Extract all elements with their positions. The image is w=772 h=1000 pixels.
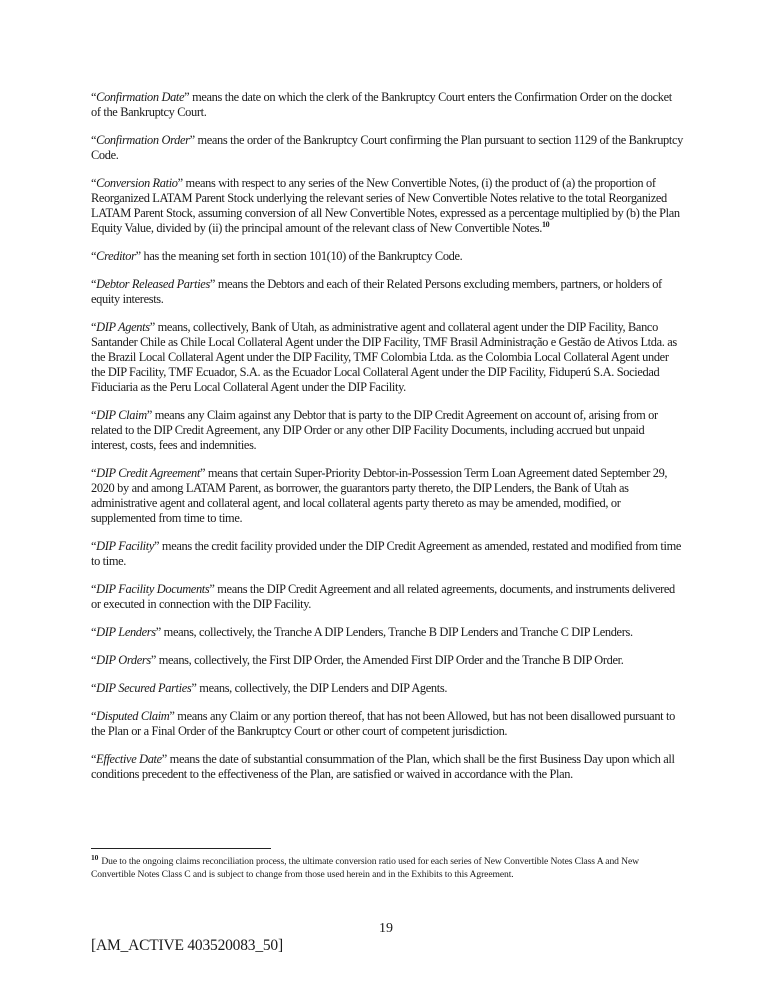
- definition-debtor-released-parties: “Debtor Released Parties” means the Debtors and each of their Related Persons excluding members, partners, or holders of equity interests.: [91, 277, 662, 306]
- footnote: [91, 852, 681, 881]
- defined-term: Creditor: [96, 249, 136, 263]
- definition-dip-agents: “DIP Agents” means, collectively, Bank of Utah, as administrative agent and collateral agent under the DIP Facility, Banco Santander Chile as Chile Local Collateral Agent under the DIP Facility, TMF Brasil Administração e Gestão de Ativos Ltda. as the Brazil Local Collateral Agent under the DIP Facility, TMF Colombia Ltda. as the Colombia Local Collateral Agent under the DIP Facility, TMF Ecuador, S.A. as the Ecuador Local Collateral Agent under the DIP Facility, Fiduperú S.A. Sociedad Fiduciaria as the Peru Local Collateral Agent under the DIP Facility.: [91, 320, 677, 394]
- definition-text: means, collectively, the First DIP Order, the Amended First DIP Order and the Tranche B DIP Order.: [155, 653, 624, 667]
- definition-text: means the date of substantial consummation of the Plan, which shall be the first Business Day upon which all conditions precedent to the effectiveness of the Plan, are satisfied or waived in accordance with the Plan.: [91, 752, 675, 781]
- document-body: [91, 90, 683, 795]
- defined-term: DIP Lenders: [96, 625, 156, 639]
- definition-text: has the meaning set forth in section 101(10) of the Bankruptcy Code.: [140, 249, 463, 263]
- definition-text: means the Debtors and each of their Related Persons excluding members, partners, or holders of equity interests.: [91, 277, 662, 306]
- definition-text: means with respect to any series of the New Convertible Notes, (i) the product of (a) the proportion of Reorganized LATAM Parent Stock underlying the relevant series of New Convertible Notes relative to the total Reorganized LATAM Parent Stock, assuming conversion of all New Convertible Notes, expressed as a percentage multiplied by (b) the Plan Equity Value, divided by (ii) the principal amount of the relevant class of New Convertible Notes.: [91, 176, 680, 235]
- defined-term: DIP Agents: [96, 320, 150, 334]
- definition-dip-secured-parties: “DIP Secured Parties” means, collectively, the DIP Lenders and DIP Agents.: [91, 681, 448, 695]
- definition-confirmation-date: “Confirmation Date” means the date on which the clerk of the Bankruptcy Court enters the Confirmation Order on the docket of the Bankruptcy Court.: [91, 90, 672, 119]
- defined-term: Confirmation Date: [96, 90, 185, 104]
- definition-dip-facility-documents: “DIP Facility Documents” means the DIP Credit Agreement and all related agreements, documents, and instruments delivered or executed in connection with the DIP Facility.: [91, 582, 675, 611]
- defined-term: DIP Claim: [96, 408, 147, 422]
- definition-effective-date: “Effective Date” means the date of substantial consummation of the Plan, which shall be the first Business Day upon which all conditions precedent to the effectiveness of the Plan, are satisfied or waived in accordance with the Plan.: [91, 752, 675, 781]
- defined-term: DIP Facility: [96, 539, 155, 553]
- definition-dip-facility: “DIP Facility” means the credit facility provided under the DIP Credit Agreement as amended, restated and modified from time to time.: [91, 539, 682, 568]
- definition-text: means that certain Super-Priority Debtor-in-Possession Term Loan Agreement dated September 29, 2020 by and among LATAM Parent, as borrower, the guarantors party thereto, the DIP Lenders, the Bank of Utah as administrative agent and collateral agent, and local collateral agents party thereto as may be amended, modified, or supplemented from time to time.: [91, 466, 668, 525]
- definition-creditor: “Creditor” has the meaning set forth in section 101(10) of the Bankruptcy Code.: [91, 249, 463, 263]
- defined-term: Confirmation Order: [96, 133, 190, 147]
- defined-term: Disputed Claim: [96, 709, 170, 723]
- definition-text: means any Claim or any portion thereof, that has not been Allowed, but has not been disallowed pursuant to the Plan or a Final Order of the Bankruptcy Court or other court of competent jurisdiction.: [91, 709, 675, 738]
- definition-text: means, collectively, the DIP Lenders and DIP Agents.: [196, 681, 448, 695]
- defined-term: DIP Credit Agreement: [96, 466, 200, 480]
- defined-term: DIP Secured Parties: [96, 681, 192, 695]
- page-number: 19: [379, 921, 393, 936]
- definition-text: means the date on which the clerk of the Bankruptcy Court enters the Confirmation Order on the docket of the Bankruptcy Court.: [91, 90, 672, 119]
- defined-term: Effective Date: [96, 752, 162, 766]
- defined-term: Debtor Released Parties: [96, 277, 210, 291]
- definition-text: means the credit facility provided under the DIP Credit Agreement as amended, restated and modified from time to time.: [91, 539, 682, 568]
- defined-term: Conversion Ratio: [96, 176, 178, 190]
- definition-text: means the DIP Credit Agreement and all related agreements, documents, and instruments delivered or executed in connection with the DIP Facility.: [91, 582, 675, 611]
- defined-term: DIP Orders: [96, 653, 151, 667]
- definition-text: means, collectively, the Tranche A DIP Lenders, Tranche B DIP Lenders and Tranche C DIP Lenders.: [160, 625, 633, 639]
- footnote-reference[interactable]: 10: [542, 219, 550, 229]
- document-id: [AM_ACTIVE 403520083_50]: [91, 937, 283, 954]
- definition-text: means, collectively, Bank of Utah, as administrative agent and collateral agent under the DIP Facility, Banco Santander Chile as Chile Local Collateral Agent under the DIP Facility, TMF Brasil Administração e Gestão de Ativos Ltda. as the Brazil Local Collateral Agent under the DIP Facility, TMF Colombia Ltda. as the Colombia Local Collateral Agent under the DIP Facility, TMF Ecuador, S.A. as the Ecuador Local Collateral Agent under the DIP Facility, Fiduperú S.A. Sociedad Fiduciaria as the Peru Local Collateral Agent under the DIP Facility.: [91, 320, 677, 394]
- footnote-number: 10: [91, 852, 99, 862]
- definition-conversion-ratio: “Conversion Ratio” means with respect to any series of the New Convertible Notes, (i) the product of (a) the proportion of Reorganized LATAM Parent Stock underlying the relevant series of New Convertible Notes relative to the total Reorganized LATAM Parent Stock, assuming conversion of all New Convertible Notes, expressed as a percentage multiplied by (b) the Plan Equity Value, divided by (ii) the principal amount of the relevant class of New Convertible Notes.$^{10}$: [91, 176, 680, 235]
- definition-dip-orders: “DIP Orders” means, collectively, the First DIP Order, the Amended First DIP Order and the Tranche B DIP Order.: [91, 653, 624, 667]
- definition-dip-claim: “DIP Claim” means any Claim against any Debtor that is party to the DIP Credit Agreement on account of, arising from or related to the DIP Credit Agreement, any DIP Order or any other DIP Facility Documents, including accrued but unpaid interest, costs, fees and indemnities.: [91, 408, 658, 452]
- definition-dip-credit-agreement: “DIP Credit Agreement” means that certain Super-Priority Debtor-in-Possession Term Loan Agreement dated September 29, 2020 by and among LATAM Parent, as borrower, the guarantors party thereto, the DIP Lenders, the Bank of Utah as administrative agent and collateral agent, and local collateral agents party thereto as may be amended, modified, or supplemented from time to time.: [91, 466, 668, 525]
- definition-text: means the order of the Bankruptcy Court confirming the Plan pursuant to section 1129 of the Bankruptcy Code.: [91, 133, 683, 162]
- definition-disputed-claim: “Disputed Claim” means any Claim or any portion thereof, that has not been Allowed, but has not been disallowed pursuant to the Plan or a Final Order of the Bankruptcy Court or other court of competent jurisdiction.: [91, 709, 675, 738]
- defined-term: DIP Facility Documents: [96, 582, 210, 596]
- definition-confirmation-order: “Confirmation Order” means the order of the Bankruptcy Court confirming the Plan pursuant to section 1129 of the Bankruptcy Code.: [91, 133, 683, 162]
- definition-text: means any Claim against any Debtor that is party to the DIP Credit Agreement on account of, arising from or related to the DIP Credit Agreement, any DIP Order or any other DIP Facility Documents, including accrued but unpaid interest, costs, fees and indemnities.: [91, 408, 658, 452]
- definition-dip-lenders: “DIP Lenders” means, collectively, the Tranche A DIP Lenders, Tranche B DIP Lenders and Tranche C DIP Lenders.: [91, 625, 633, 639]
- footnote-separator: [91, 848, 271, 849]
- footnote-text: Due to the ongoing claims reconciliation process, the ultimate conversion ratio used for each series of New Convertible Notes Class A and New Convertible Notes Class C and is subject to change from those used herein and in the Exhibits to this Agreement.: [91, 856, 639, 880]
